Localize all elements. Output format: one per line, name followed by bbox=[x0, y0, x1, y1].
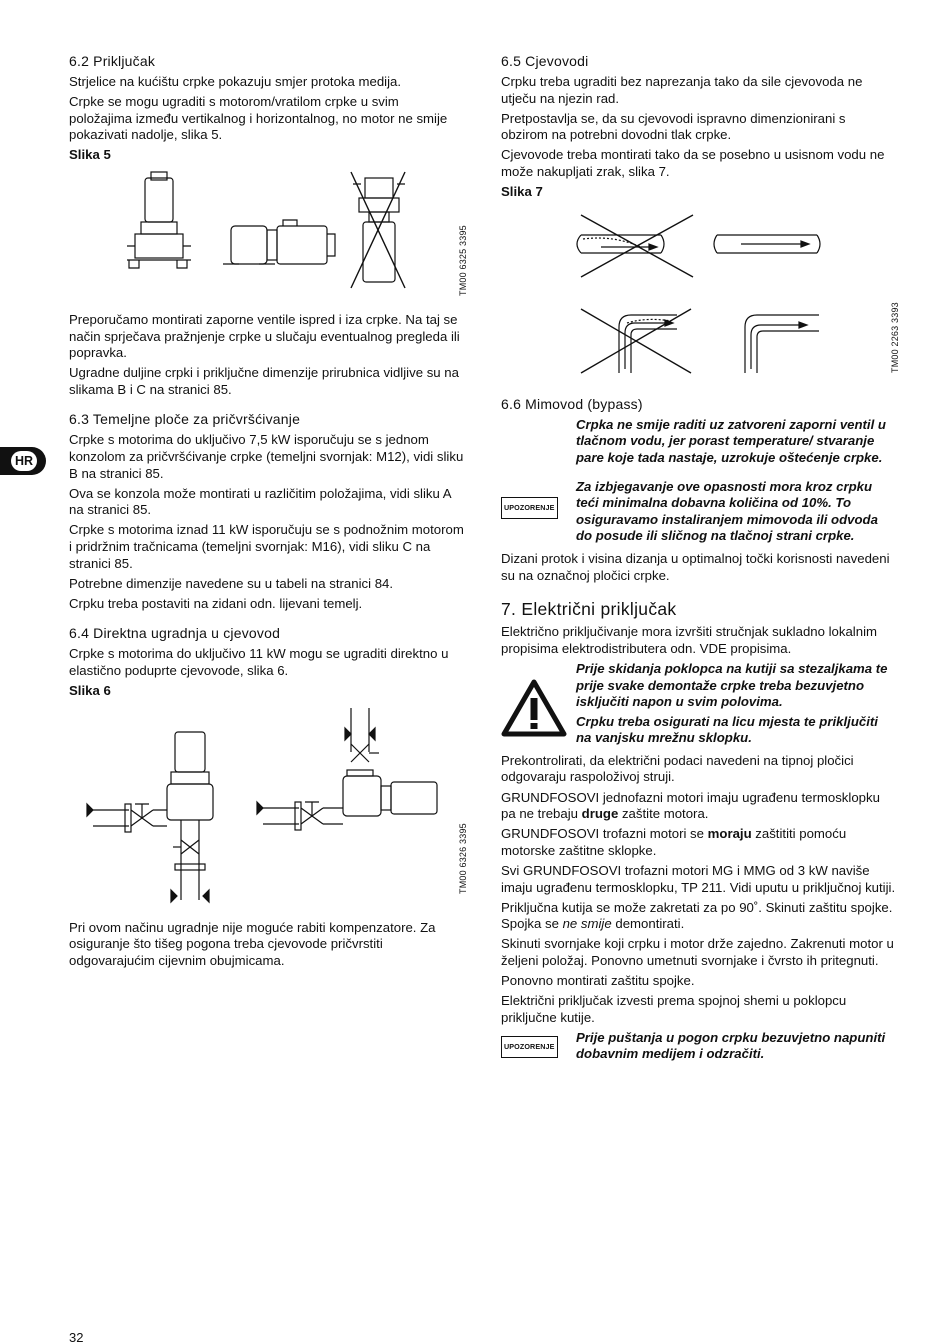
language-tab bbox=[0, 447, 46, 475]
caution-block bbox=[501, 417, 896, 477]
text-span: zaštititi pomoću motorske zaštitne sklopke. bbox=[501, 826, 847, 858]
section-6-5 bbox=[501, 52, 900, 383]
paragraph bbox=[501, 790, 896, 823]
paragraph: Prekontrolirati, da električni podaci navedeni na tipnoj pločici odgovaraju raspoloživoj struji. bbox=[501, 752, 854, 785]
pipe-air-pocket-drawing bbox=[501, 205, 896, 383]
emphasis: druge bbox=[581, 806, 619, 822]
emphasis: ne smije bbox=[562, 916, 612, 932]
paragraph: Strjelice na kućištu crpke pokazuju smjer protoka medija. bbox=[69, 74, 402, 89]
section-6-4 bbox=[69, 624, 468, 969]
paragraph: Crpku treba postaviti na zidani odn. lijevani temelj. bbox=[69, 595, 363, 611]
language-tab-label: HR bbox=[11, 451, 37, 471]
emphasis: moraju bbox=[707, 826, 752, 842]
page-number: 32 bbox=[69, 1330, 84, 1344]
warning-block bbox=[501, 1030, 896, 1063]
section-6-2 bbox=[69, 52, 468, 398]
warning-text: Za izbjegavanje ove opasnosti mora kroz crpku teći minimalna dobavna količina od 10%. To osiguravamo instaliranjem mimovoda ili odvoda do posude ili sličnog na tlačnoj strani crpke. bbox=[576, 478, 878, 544]
section-title: 7. Električni priključak bbox=[501, 599, 677, 620]
paragraph: Pri ovom načinu ugradnje nije moguće rabiti kompenzatore. Za osiguranje što tišeg pogona treba cjevovode pričvrstiti odgovarajućim cijevnim obujmicama. bbox=[69, 919, 436, 968]
figure-label: Slika 6 bbox=[69, 683, 111, 699]
paragraph: Električni priključak izvesti prema spojnoj shemi u poklopcu priključne kutije. bbox=[501, 993, 847, 1025]
section-title: 6.3 Temeljne ploče za pričvršćivanje bbox=[69, 411, 301, 428]
figure-code: TM00 6325 3395 bbox=[458, 225, 468, 296]
right-column bbox=[501, 52, 900, 1069]
paragraph: Ponovno montirati zaštitu spojke. bbox=[501, 973, 695, 988]
text-span: demontirati. bbox=[611, 916, 685, 932]
paragraph: Crpke s motorima do uključivo 11 kW mogu se ugraditi direktno u elastično poduprte cjevovode, slika 6. bbox=[69, 646, 449, 678]
section-title: 6.2 Priključak bbox=[69, 53, 156, 69]
figure-label: Slika 7 bbox=[501, 184, 543, 200]
paragraph: Ugradne duljine crpki i priključne dimenzije prirubnica vidljive su na slikama B i C na stranici 85. bbox=[69, 365, 459, 397]
text-span: zaštite motora. bbox=[618, 806, 709, 822]
paragraph: Električno priključivanje mora izvršiti stručnjak sukladno lokalnim propisima elektrodistributera odn. VDE propisima. bbox=[501, 624, 877, 656]
figure-label: Slika 5 bbox=[69, 147, 111, 163]
section-title: 6.5 Cjevovodi bbox=[501, 53, 589, 69]
section-title: 6.4 Direktna ugradnja u cjevovod bbox=[69, 625, 281, 642]
warning-badge: UPOZORENJE bbox=[501, 497, 558, 520]
paragraph: Crpku treba ugraditi bez naprezanja tako da sile cjevovoda ne utječu na njezin rad. bbox=[501, 74, 863, 106]
figure-6 bbox=[69, 704, 468, 912]
left-column bbox=[69, 52, 468, 973]
paragraph: Svi GRUNDFOSOVI trofazni motori MG i MMG od 3 kW naviše imaju ugrađenu termosklopku, TP 211. Vidi uputu u priključnoj kutiji. bbox=[501, 862, 896, 895]
figure-5 bbox=[69, 168, 468, 296]
danger-text-2: Crpku treba osigurati na licu mjesta te priključiti na vanjsku mrežnu sklopku. bbox=[576, 713, 878, 746]
paragraph: Cjevovode treba montirati tako da se posebno u usisnom vodu ne može nakupljati zrak, slika 7. bbox=[501, 147, 885, 179]
figure-7 bbox=[501, 205, 900, 383]
warning-text: Prije puštanja u pogon crpku bezuvjetno napuniti dobavnim medijem i odzračiti. bbox=[576, 1029, 886, 1062]
warning-badge: UPOZORENJE bbox=[501, 1036, 558, 1059]
paragraph: Preporučamo montirati zaporne ventile ispred i iza crpke. Na taj se način sprječava pražnjenje crpke u slučaju eventualnog pregleda ili popravka. bbox=[69, 311, 460, 361]
paragraph: Pretpostavlja se, da su cjevovodi ispravno dimenzionirani s obzirom na potrebni dovodni tlak crpke. bbox=[501, 110, 846, 143]
section-title: 6.6 Mimovod (bypass) bbox=[501, 395, 643, 412]
section-6-3 bbox=[69, 410, 464, 612]
text-span: GRUNDFOSOVI trofazni motori se bbox=[501, 826, 708, 842]
paragraph: Ova se konzola može montirati u različitim položajima, vidi sliku A na stranici 85. bbox=[69, 485, 451, 518]
section-6-6 bbox=[501, 395, 896, 585]
text-span: Priključna kutija se može zakretati za po 90˚. Skinuti zaštitu spojke. Spojka se bbox=[501, 899, 893, 932]
paragraph: Potrebne dimenzije navedene su u tabeli na stranici 84. bbox=[69, 575, 394, 591]
paragraph bbox=[501, 826, 896, 859]
paragraph bbox=[501, 900, 896, 933]
danger-block bbox=[501, 661, 896, 747]
warning-triangle-icon bbox=[501, 679, 567, 737]
pump-orientation-drawing bbox=[69, 168, 464, 296]
pipe-installation-drawing bbox=[69, 704, 464, 912]
figure-code: TM00 2263 3393 bbox=[890, 301, 900, 373]
paragraph: Crpke s motorima do uključivo 7,5 kW isporučuju se s jednom konzolom za pričvršćivanje crpke (temeljni svornjak: M12), vidi sliku B na stranici 85. bbox=[69, 432, 464, 481]
text-span: GRUNDFOSOVI jednofazni motori imaju ugrađenu termosklopku pa ne trebaju bbox=[501, 789, 880, 822]
danger-text: Prije skidanja poklopca na kutiji sa stezaljkama te prije svake demontaže crpke treba bezuvjetno isključiti napon u svim polovima. bbox=[576, 660, 888, 710]
warning-block bbox=[501, 479, 896, 545]
caution-text: Crpka ne smije raditi uz zatvoreni zaporni ventil u tlačnom vodu, jer porast temperature/ stvaranje pare koje tada nastaje, uzrokuje oštećenje crpke. bbox=[576, 416, 886, 465]
paragraph: Dizani protok i visina dizanja u optimalnoj točki korisnosti navedeni su na označnoj pločici crpke. bbox=[501, 551, 890, 583]
figure-code: TM00 6326 3395 bbox=[458, 822, 468, 894]
paragraph: Crpke se mogu ugraditi s motorom/vratilom crpke u svim položajima između vertikalnog i horizontalnog, no motor ne smije pokazivati nadolje, slika 5. bbox=[69, 94, 448, 143]
paragraph: Skinuti svornjake koji crpku i motor drže zajedno. Zakrenuti motor u željeni položaj. Ponovno umetnuti svornjake i čvrsto ih pritegnuti. bbox=[501, 936, 894, 968]
paragraph: Crpke s motorima iznad 11 kW isporučuju se s podnožnim motorom i pridržnim tračnicama (temeljni svornjak: M16), vidi sliku C na stranici 85. bbox=[69, 522, 464, 571]
section-7 bbox=[501, 598, 896, 1063]
